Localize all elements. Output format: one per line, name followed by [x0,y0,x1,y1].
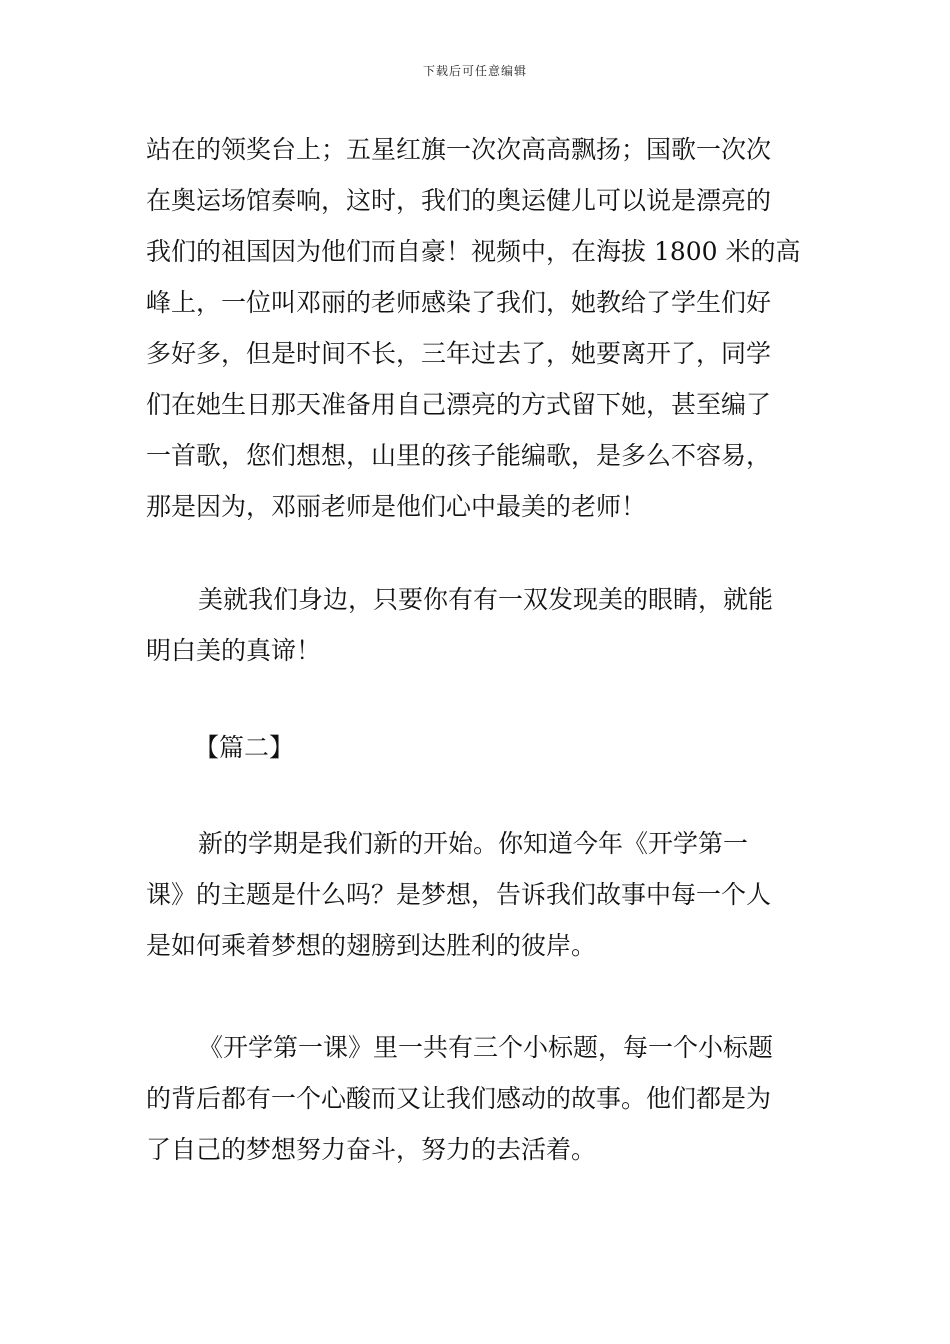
section-heading: 【篇二】 [194,733,295,762]
paragraph-2 [146,574,814,676]
paragraph-line: 是如何乘着梦想的翅膀到达胜利的彼岸。 [146,931,597,960]
paragraph-3 [146,818,814,971]
paragraph-line: 明白美的真谛！ [146,636,322,665]
paragraph-line: 我们的祖国因为他们而自豪！视频中，在海拔 1800 米的高 [146,237,801,266]
paragraph-line: 那是因为，邓丽老师是他们心中最美的老师！ [146,492,647,521]
paragraph-line: 一首歌，您们想想，山里的孩子能编歌，是多么不容易， [146,441,772,470]
paragraph-line: 美就我们身边，只要你有有一双发现美的眼睛，就能 [198,585,774,614]
paragraph-4 [146,1022,814,1175]
paragraph-line: 《开学第一课》里一共有三个小标题，每一个小标题 [198,1033,774,1062]
paragraph-line: 课》的主题是什么吗？是梦想，告诉我们故事中每一个人 [146,880,772,909]
page-header: 下载后可任意编辑 [422,64,527,78]
paragraph-1 [146,124,814,532]
paragraph-line: 们在她生日那天准备用自己漂亮的方式留下她，甚至编了 [146,390,772,419]
paragraph-line: 多好多，但是时间不长，三年过去了，她要离开了，同学 [146,339,772,368]
paragraph-line: 站在的领奖台上；五星红旗一次次高高飘扬；国歌一次次 [146,135,772,164]
paragraph-line: 了自己的梦想努力奋斗，努力的去活着。 [146,1135,597,1164]
paragraph-line: 的背后都有一个心酸而又让我们感动的故事。他们都是为 [146,1084,772,1113]
paragraph-line: 在奥运场馆奏响，这时，我们的奥运健儿可以说是漂亮的 [146,186,772,215]
paragraph-line: 峰上，一位叫邓丽的老师感染了我们，她教给了学生们好 [146,288,772,317]
paragraph-line: 新的学期是我们新的开始。你知道今年《开学第一 [198,829,749,858]
